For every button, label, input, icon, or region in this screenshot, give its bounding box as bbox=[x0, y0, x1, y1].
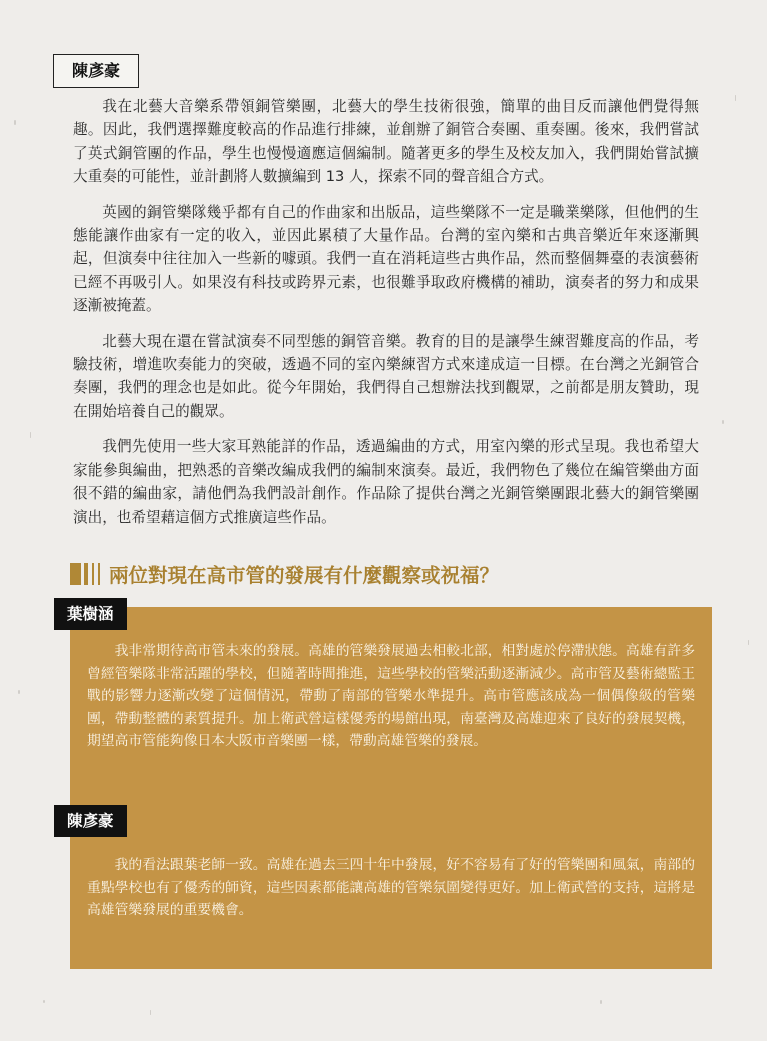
paper-speck bbox=[43, 1000, 45, 1003]
paper-speck bbox=[150, 1010, 151, 1015]
paper-speck bbox=[600, 1000, 602, 1004]
speaker-name-tag: 葉樹涵 bbox=[54, 598, 127, 630]
paragraph: 北藝大現在還在嘗試演奏不同型態的銅管音樂。教育的目的是讓學生練習難度高的作品，考驗技術，增進吹奏能力的突破，透過不同的室內樂練習方式來達成這一目標。在台灣之光銅管合奏團，我們的理念也是如此。從今年開始，我們得自己想辦法找到觀眾，之前都是朋友贊助，現在開始培養自己的觀眾。 bbox=[73, 332, 699, 420]
paragraph: 我們先使用一些大家耳熟能詳的作品，透過編曲的方式，用室內樂的形式呈現。我也希望大家能參與編曲，把熟悉的音樂改編成我們的編制來演奏。最近，我們物色了幾位在編管樂曲方面很不錯的編曲家，請他們為我們設計創作。作品除了提供台灣之光銅管樂團跟北藝大的銅管樂團演出，也希望藉這個方式推廣這些作品。 bbox=[73, 438, 699, 526]
paper-speck bbox=[722, 420, 724, 424]
heading-bar-icon bbox=[70, 563, 81, 585]
heading-bar-icon bbox=[84, 563, 88, 585]
interview-body bbox=[73, 95, 699, 541]
answer-text bbox=[87, 640, 695, 753]
paper-speck bbox=[18, 690, 20, 694]
speaker-label: 陳彥豪 bbox=[53, 54, 139, 88]
heading-bar-icon bbox=[98, 563, 100, 585]
paragraph: 我在北藝大音樂系帶領銅管樂團，北藝大的學生技術很強，簡單的曲目反而讓他們覺得無趣。因此，我們選擇難度較高的作品進行排練，並創辦了銅管合奏團、重奏團。後來，我們嘗試了英式銅管團的作品，學生也慢慢適應這個編制。隨著更多的學生及校友加入，我們開始嘗試擴大重奏的可能性，並計劃將人數擴編到 13 人，探索不同的聲音組合方式。 bbox=[73, 98, 699, 186]
heading-bar-icon bbox=[92, 563, 94, 585]
answer-text bbox=[87, 854, 695, 922]
answer-paragraph: 我非常期待高市管未來的發展。高雄的管樂發展過去相較北部，相對處於停滯狀態。高雄有許多曾經管樂隊非常活躍的學校，但隨著時間推進，這些學校的管樂活動逐漸減少。高市管及藝術總監王戰的影響力逐漸改變了這個情況，帶動了南部的管樂水準提升。高市管應該成為一個偶像級的管樂團，帶動整體的素質提升。加上衛武營這樣優秀的場館出現，南臺灣及高雄迎來了良好的發展契機，期望高市管能夠像日本大阪市音樂團一樣，帶動高雄管樂的發展。 bbox=[87, 643, 695, 749]
answer-paragraph: 我的看法跟葉老師一致。高雄在過去三四十年中發展，好不容易有了好的管樂團和風氣，南部的重點學校也有了優秀的師資，這些因素都能讓高雄的管樂氛圍變得更好。加上衛武營的支持，這將是高雄管樂發展的重要機會。 bbox=[87, 857, 695, 918]
paper-speck bbox=[14, 120, 16, 125]
paragraph: 英國的銅管樂隊幾乎都有自己的作曲家和出版品，這些樂隊不一定是職業樂隊，但他們的生態能讓作曲家有一定的收入，並因此累積了大量作品。台灣的室內樂和古典音樂近年來逐漸興起，但演奏中往往加入一些新的噱頭。我們一直在消耗這些古典作品，然而整個舞臺的表演藝術已經不再吸引人。如果沒有科技或跨界元素，也很難爭取政府機構的補助，演奏者的努力和成果逐漸被掩蓋。 bbox=[73, 203, 699, 315]
paper-speck bbox=[30, 432, 31, 438]
paper-speck bbox=[748, 640, 749, 645]
speaker-name-tag: 陳彥豪 bbox=[54, 805, 127, 837]
paper-speck bbox=[735, 95, 736, 101]
question-text: 兩位對現在高市管的發展有什麼觀察或祝福？ bbox=[109, 564, 500, 587]
